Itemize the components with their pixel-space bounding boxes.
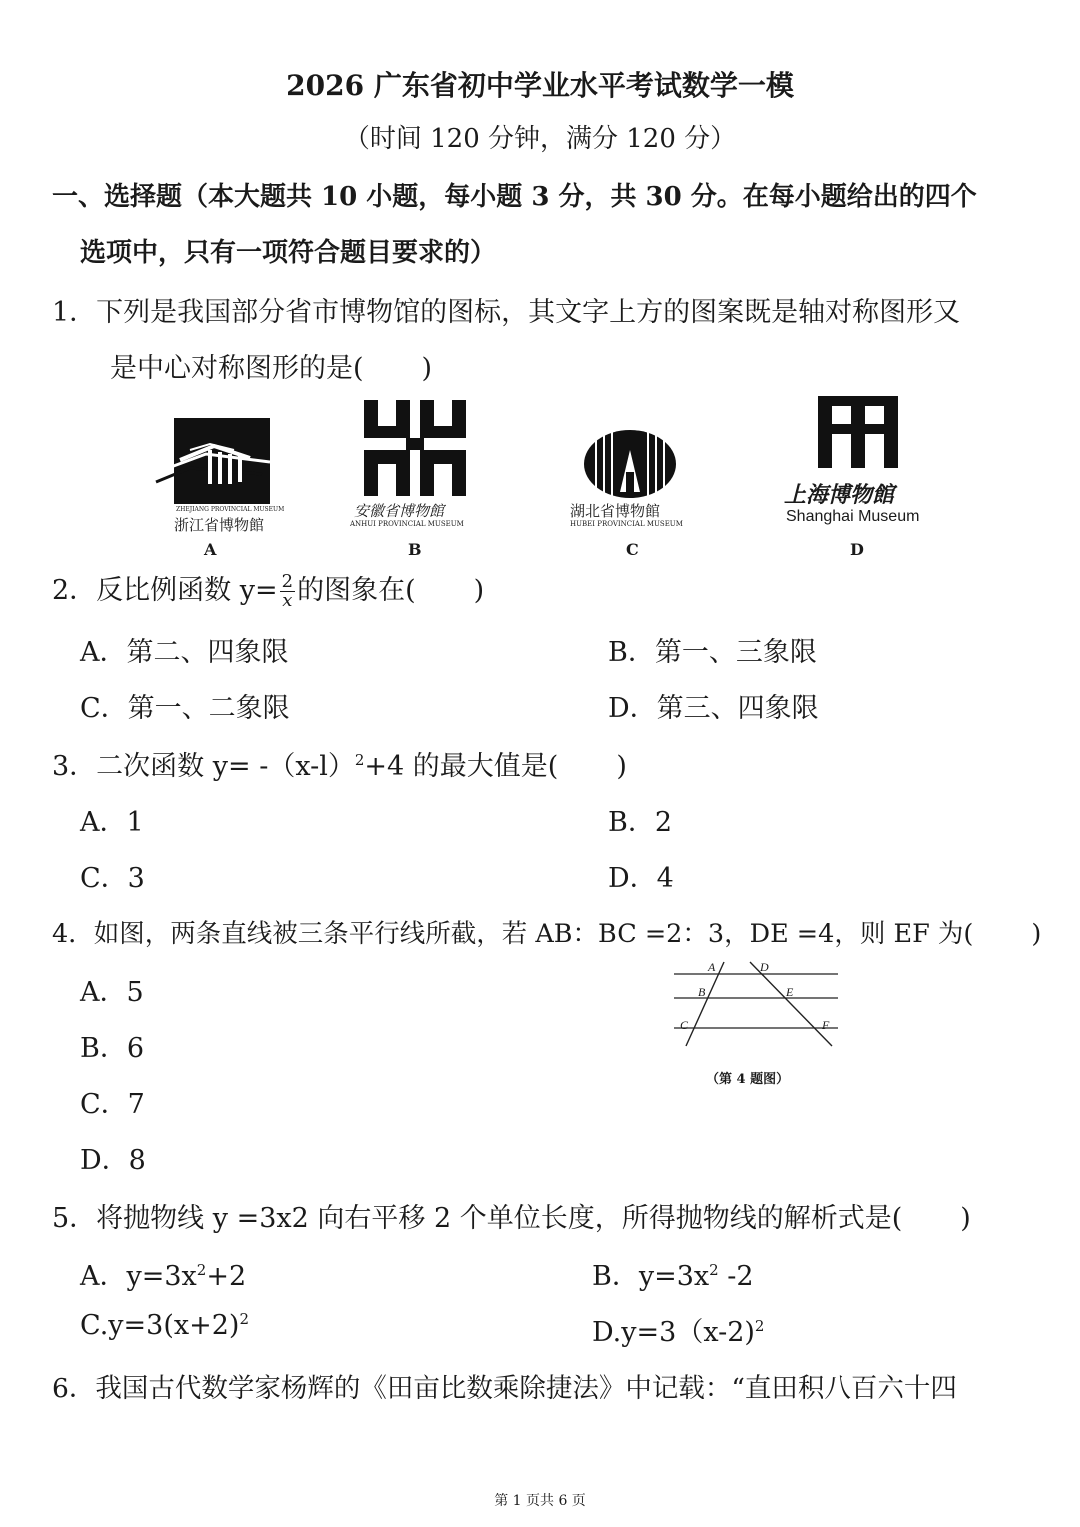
exponent: 2: [709, 1261, 719, 1279]
exponent: 2: [196, 1261, 207, 1279]
q5-option-b-pre: B．y=3x: [592, 1261, 710, 1292]
q4-stem: [52, 914, 1041, 950]
q5-option-d: [592, 1310, 764, 1349]
q3-close-paren: ): [616, 751, 627, 782]
q5-option-d-pre: D.y=3（x-2): [592, 1317, 755, 1348]
q2-option-b: B．第一、三象限: [608, 637, 817, 668]
q4-close-paren: ): [1031, 919, 1042, 949]
q1-stem-line1: 1．下列是我国部分省市博物馆的图标，其文字上方的图案既是轴对称图形又: [52, 297, 961, 328]
point-label-b: B: [698, 985, 706, 999]
q4-option-b: B．6: [80, 1033, 145, 1064]
page-footer: 第 1 页共 6 页: [494, 1493, 586, 1509]
logo-a: [150, 410, 285, 560]
point-label-e: E: [786, 985, 794, 999]
q2-close-paren: ): [473, 575, 485, 606]
q5-close-paren: ): [960, 1203, 971, 1234]
q5-option-a-post: +2: [206, 1261, 247, 1292]
q5-option-b-post: -2: [718, 1261, 754, 1292]
shanghai-museum-logo-icon: [780, 394, 940, 474]
section-heading-line2: 选项中，只有一项符合题目要求的）: [80, 238, 497, 268]
logo-b-letter: B: [408, 540, 422, 559]
q3-option-b: B．2: [608, 807, 673, 838]
point-label-c: C: [680, 1018, 689, 1032]
exponent: 2: [754, 1317, 765, 1335]
q3-option-a: A．1: [80, 807, 144, 838]
q3-exponent: 2: [354, 751, 365, 769]
q2-option-a: A．第二、四象限: [80, 637, 289, 668]
q2-option-c: C．第一、二象限: [80, 693, 290, 724]
logo-a-letter: A: [204, 540, 217, 559]
page-subtitle: （时间 120 分钟，满分 120 分）: [343, 124, 737, 154]
q2-stem-post: 的图象在(: [297, 575, 416, 606]
logo-b-chinese: 安徽省博物館: [354, 502, 445, 520]
point-label-a: A: [708, 960, 716, 974]
q2-stem-pre: 2．反比例函数 y=: [52, 575, 278, 606]
q3-stem: [52, 744, 627, 783]
exponent: 2: [239, 1310, 249, 1328]
q4-option-d: D．8: [80, 1145, 146, 1176]
q5-stem: [52, 1196, 971, 1235]
page-title: 2026 广东省初中学业水平考试数学一模: [286, 69, 794, 102]
q4-figure: [668, 956, 848, 1090]
q1-close-paren: ): [421, 353, 433, 384]
q6-stem-line1: 6．我国古代数学家杨辉的《田亩比数乘除捷法》中记载：“直田积八百六十四: [52, 1373, 957, 1404]
q5-option-a-pre: A．y=3x: [80, 1261, 197, 1292]
q3-stem-pre: 3．二次函数 y= -（x-l）: [52, 751, 355, 782]
parallel-lines-diagram: [668, 956, 848, 1056]
q5-option-b: [592, 1254, 754, 1293]
q3-stem-post: +4 的最大值是(: [364, 751, 559, 782]
logo-c: [566, 420, 696, 560]
logo-b-english: ANHUI PROVINCIAL MUSEUM: [350, 520, 464, 528]
fraction-denominator: x: [282, 590, 293, 611]
q3-option-c: C．3: [80, 863, 145, 894]
q5-option-c-pre: C.y=3(x+2): [80, 1310, 240, 1341]
anhui-museum-logo-icon: [350, 392, 480, 502]
point-label-d: D: [760, 960, 769, 974]
q4-stem-text: 4．如图，两条直线被三条平行线所截，若 AB：BC =2：3，DE =4，则 EF 为(: [52, 919, 974, 949]
logo-a-english: ZHEJIANG PROVINCIAL MUSEUM: [176, 506, 285, 513]
logo-c-letter: C: [626, 540, 639, 559]
q5-option-c: [80, 1310, 249, 1341]
q5-option-a: [80, 1254, 246, 1293]
logo-d-letter: D: [850, 540, 864, 559]
q3-option-d: D．4: [608, 863, 674, 894]
q1-stem-text: 是中心对称图形的是(: [110, 353, 364, 384]
hubei-museum-logo-icon: [566, 420, 696, 500]
q4-option-a: A．5: [80, 977, 144, 1008]
q1-stem-line2: [110, 346, 432, 385]
logo-a-chinese: 浙江省博物館: [174, 516, 265, 534]
point-label-f: F: [822, 1018, 830, 1032]
fraction-numerator: 2: [281, 571, 294, 592]
logo-b: [350, 392, 480, 560]
logo-d: [780, 394, 940, 560]
figure-caption: （第 4 题图）: [706, 1072, 790, 1087]
q2-stem: [52, 568, 484, 610]
logo-d-english: Shanghai Museum: [786, 508, 920, 525]
q4-option-c: C．7: [80, 1089, 145, 1120]
logo-d-chinese: 上海博物館: [784, 482, 895, 508]
q2-option-d: D．第三、四象限: [608, 693, 819, 724]
fraction: [280, 573, 295, 610]
logo-c-english: HUBEI PROVINCIAL MUSEUM: [570, 520, 683, 528]
logo-c-chinese: 湖北省博物館: [570, 502, 661, 520]
section-heading-line1: 一、选择题（本大题共 10 小题，每小题 3 分，共 30 分。在每小题给出的四个: [52, 182, 977, 212]
q5-stem-text: 5．将抛物线 y =3x2 向右平移 2 个单位长度，所得抛物线的解析式是(: [52, 1203, 903, 1234]
zhejiang-museum-logo-icon: [150, 410, 280, 520]
